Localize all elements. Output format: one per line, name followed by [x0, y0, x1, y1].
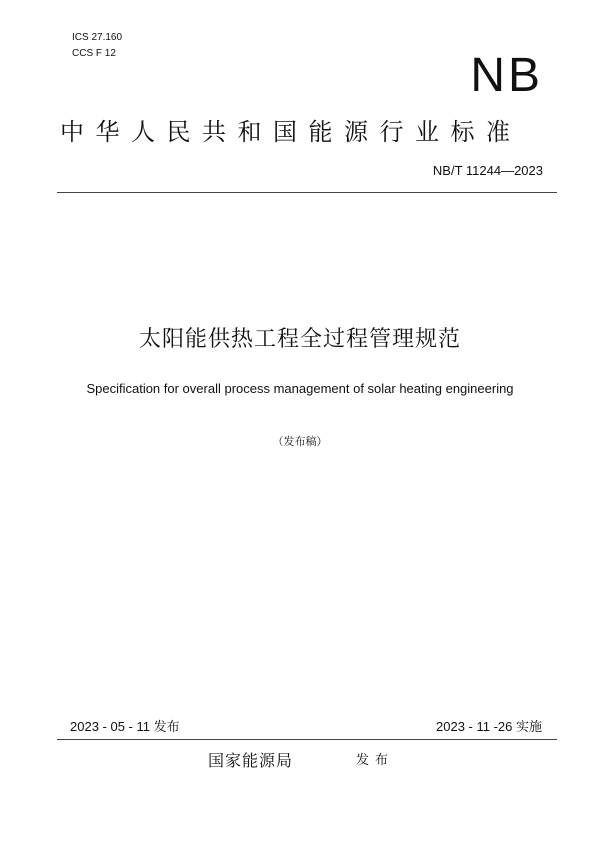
- ics-code: ICS 27.160: [72, 32, 123, 43]
- ccs-code: CCS F 12: [72, 48, 116, 59]
- nb-logo: NB: [470, 49, 543, 102]
- document-title-english: Specification for overall process management of solar heating engineering: [86, 381, 514, 396]
- document-status: （发布稿）: [272, 435, 328, 448]
- implementation-date: 2023 - 11 -26 实施: [436, 719, 542, 734]
- standard-number: NB/T 11244—2023: [432, 163, 543, 178]
- classification-codes: [72, 30, 122, 62]
- issue-date: 2023 - 05 - 11 发布: [70, 719, 180, 734]
- bottom-divider: [57, 739, 557, 740]
- publish-label: 发布: [356, 753, 395, 768]
- document-title-chinese: 太阳能供热工程全过程管理规范: [138, 327, 461, 352]
- top-divider: [57, 192, 557, 193]
- publisher-name: 国家能源局: [208, 751, 294, 770]
- standard-category-title: 中华人民共和国能源行业标准: [60, 118, 522, 146]
